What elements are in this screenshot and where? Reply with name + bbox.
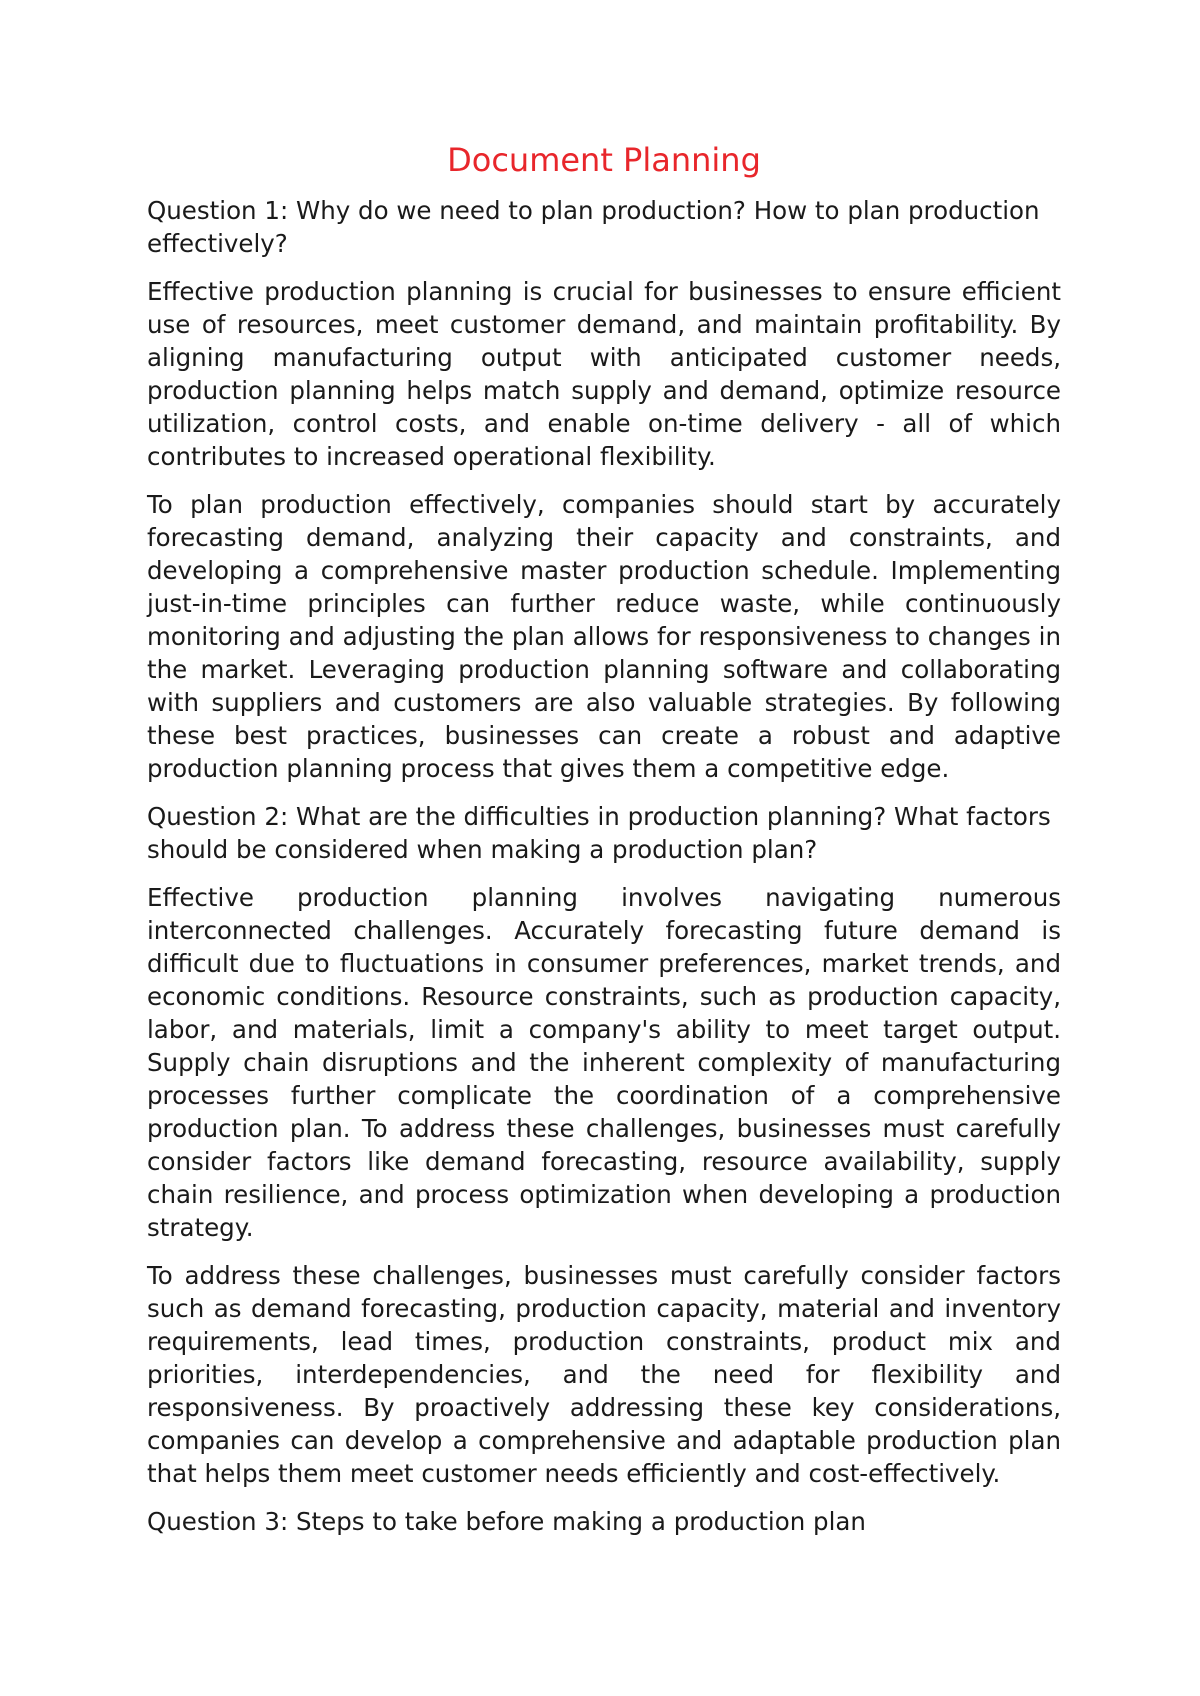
- document-body: [147, 138, 1061, 1553]
- question-2: Question 2: What are the difficulties in production planning? What factors should be considered when making a production plan?: [147, 802, 1051, 864]
- document-title: Document Planning: [447, 141, 761, 179]
- answer-1-paragraph-2: To plan production effectively, companies should start by accurately forecasting demand, analyzing their capacity and constraints, and developing a comprehensive master production schedule. Implementing just-in-time principles can further reduce waste, while continuously monitoring and adjusting the plan allows for responsiveness to changes in the market. Leveraging production planning software and collaborating with suppliers and customers are also valuable strategies. By following these best practices, businesses can create a robust and adaptive production planning process that gives them a competitive edge.: [147, 490, 1061, 783]
- answer-2-paragraph-1: Effective production planning involves navigating numerous interconnected challenges. Accurately forecasting future demand is difficult due to fluctuations in consumer preferences, market trends, and economic conditions. Resource constraints, such as production capacity, labor, and materials, limit a company's ability to meet target output. Supply chain disruptions and the inherent complexity of manufacturing processes further complicate the coordination of a comprehensive production plan. To address these challenges, businesses must carefully consider factors like demand forecasting, resource availability, supply chain resilience, and process optimization when developing a production strategy.: [147, 883, 1061, 1242]
- question-1: Question 1: Why do we need to plan production? How to plan production effectively?: [147, 196, 1040, 258]
- question-3: Question 3: Steps to take before making a production plan: [147, 1507, 866, 1536]
- answer-2-paragraph-2: To address these challenges, businesses must carefully consider factors such as demand forecasting, production capacity, material and inventory requirements, lead times, production constraints, product mix and priorities, interdependencies, and the need for flexibility and responsiveness. By proactively addressing these key considerations, companies can develop a comprehensive and adaptable production plan that helps them meet customer needs efficiently and cost-effectively.: [147, 1261, 1061, 1488]
- answer-1-paragraph-1: Effective production planning is crucial for businesses to ensure efficient use of resources, meet customer demand, and maintain profitability. By aligning manufacturing output with anticipated customer needs, production planning helps match supply and demand, optimize resource utilization, control costs, and enable on-time delivery - all of which contributes to increased operational flexibility.: [147, 277, 1061, 471]
